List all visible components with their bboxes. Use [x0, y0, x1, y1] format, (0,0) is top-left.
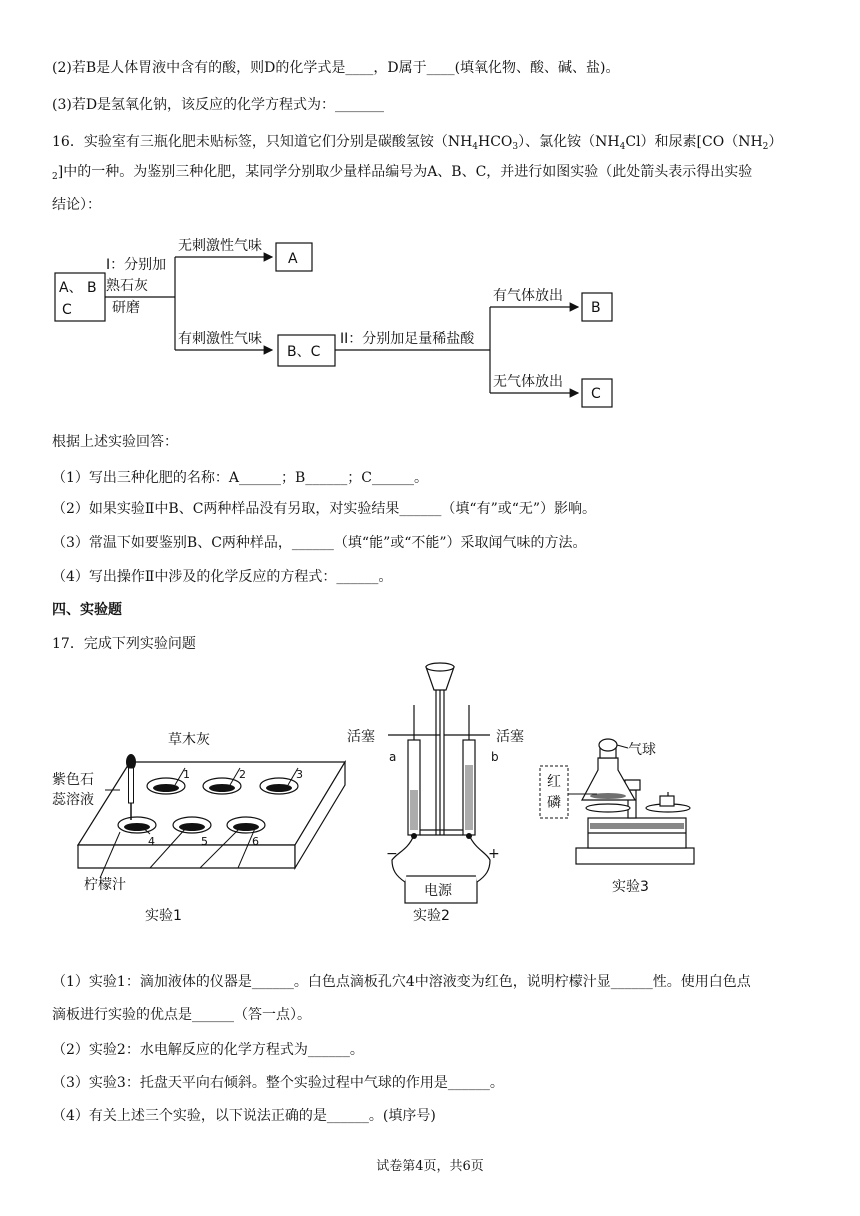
page-footer: 试卷第4页，共6页 [376, 1159, 484, 1174]
q16-sub4: （4）写出操作Ⅱ中涉及的化学反应的方程式：______。 [52, 569, 393, 585]
exp3-caption: 实验3 [612, 879, 649, 895]
label-red-p-2: 磷 [547, 795, 561, 811]
label-power: 电源 [424, 883, 452, 899]
has-gas-label: 有气体放出 [493, 288, 563, 304]
label-valve-right: 活塞 [496, 729, 524, 745]
q17-sub2: （2）实验2：水电解反应的化学方程式为______。 [52, 1042, 364, 1058]
box-abc-label-2: C [62, 302, 72, 318]
q17-sub1-line1: （1）实验1：滴加液体的仪器是______。白色点滴板孔穴4中溶液变为红色，说明柠檬汁显______性。使用白色点 [52, 974, 751, 990]
label-a: a [389, 750, 397, 764]
exp1-spot-plate [78, 762, 345, 868]
q16-sub3: （3）常温下如要鉴别B、C两种样品，______（填“能”或“不能”）采取闻气味的方法。 [52, 535, 587, 551]
q17-experiments-figure [0, 655, 860, 940]
well-num-2: 2 [239, 768, 246, 781]
q17-sub1-line2: 滴板进行实验的优点是______（答一点）。 [52, 1007, 311, 1023]
label-balloon: 气球 [628, 742, 656, 758]
label-lemon: 柠檬汁 [84, 877, 126, 893]
q16-stem-line1: 16．实验室有三瓶化肥未贴标签，只知道它们分别是碳酸氢铵$(NH_4HCO_3)$、氯化铵$(NH_4Cl)$和尿素[$CO(NH_2)$ [52, 134, 783, 152]
q17-sub3: （3）实验3：托盘天平向右倾斜。整个实验过程中气球的作用是______。 [52, 1075, 504, 1091]
label-litmus-1: 紫色石 [52, 772, 94, 788]
box-c-label: C [591, 386, 601, 402]
q17-sub4: （4）有关上述三个实验，以下说法正确的是______。(填序号) [52, 1108, 436, 1124]
q16-stem-line2: $_2$]中的一种。为鉴别三种化肥，某同学分别取少量样品编号为A、B、C，并进行如图实验（此处箭头表示得出实验 [52, 164, 753, 182]
box-bc-label: B、C [287, 344, 321, 360]
well-num-3: 3 [296, 768, 303, 781]
no-gas-label: 无气体放出 [493, 374, 563, 390]
step1-line1: I：分别加 [106, 257, 167, 273]
q15-part2: (2)若B是人体胃液中含有的酸，则D的化学式是____，D属于____(填氧化物、酸、碱、盐)。 [52, 60, 620, 76]
step1-line2: 熟石灰 [106, 278, 148, 294]
label-plus: + [488, 846, 500, 862]
well-num-5: 5 [201, 835, 208, 848]
section-heading: 四、实验题 [52, 602, 122, 618]
has-smell-label: 有刺激性气味 [178, 331, 262, 347]
exp2-caption: 实验2 [413, 908, 450, 924]
q17-title: 17．完成下列实验问题 [52, 636, 196, 652]
no-smell-label: 无刺激性气味 [178, 238, 262, 254]
well-num-6: 6 [252, 835, 259, 848]
well-num-1: 1 [183, 768, 190, 781]
q16-intro: 根据上述实验回答： [52, 434, 178, 450]
label-red-p-1: 红 [547, 774, 561, 790]
q16-stem-line3: 结论）： [52, 197, 101, 213]
q15-part3: (3)若D是氢氧化钠，该反应的化学方程式为：_______ [52, 97, 385, 113]
well-num-4: 4 [148, 835, 155, 848]
label-minus: − [386, 846, 398, 862]
step1-line3: 研磨 [112, 300, 140, 316]
step2-label: II：分别加足量稀盐酸 [340, 331, 475, 347]
exp2-electrolysis [388, 663, 490, 903]
label-litmus-2: 蕊溶液 [52, 792, 94, 808]
exp1-caption: 实验1 [145, 908, 182, 924]
box-a-label: A [288, 251, 298, 267]
box-b-label: B [591, 300, 601, 316]
label-caotuhui: 草木灰 [168, 732, 210, 748]
box-abc-label-1: A、 B [59, 280, 97, 296]
q16-sub1: （1）写出三种化肥的名称：A______；B______；C______。 [52, 470, 429, 486]
q16-sub2: （2）如果实验Ⅱ中B、C两种样品没有另取，对实验结果______（填“有”或“无”）影响。 [52, 501, 597, 517]
q16-flow-diagram [0, 225, 700, 420]
label-b: b [491, 750, 499, 764]
label-valve-left: 活塞 [347, 729, 375, 745]
